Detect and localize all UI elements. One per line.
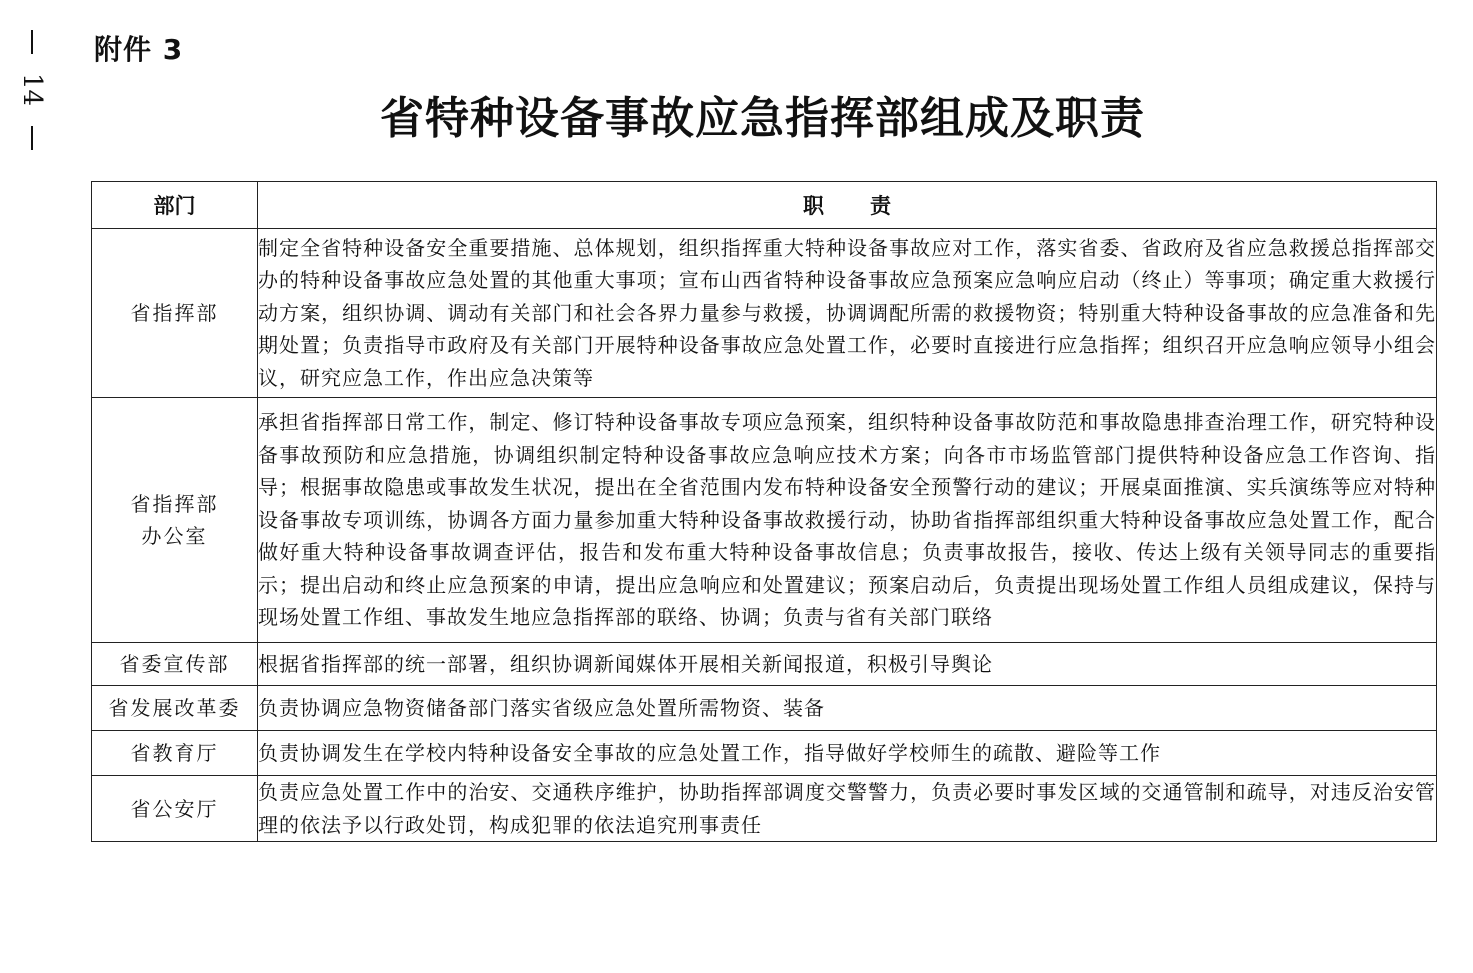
document-title: 省特种设备事故应急指挥部组成及职责 [380,93,1145,144]
header-duty [258,182,1437,229]
duty-table [91,181,1437,842]
table-header-row [92,182,1437,229]
duty-cell: 根据省指挥部的统一部署，组织协调新闻媒体开展相关新闻报道，积极引导舆论 [258,643,1437,686]
table-row [92,643,1437,686]
table-row [92,398,1437,643]
department-name-line-2: 办公室 [141,524,208,548]
department-name: 省教育厅 [130,741,219,765]
department-cell [92,686,258,731]
duty-cell: 负责协调应急物资储备部门落实省级应急处置所需物资、装备 [258,686,1437,731]
table-row [92,776,1437,842]
department-cell [92,229,258,398]
table-row [92,731,1437,776]
department-name: 省指挥部 [130,301,219,325]
department-name: 省发展改革委 [108,696,241,720]
page-number-value: 14 [17,73,47,107]
page-number-dash-top [31,30,33,54]
department-cell [92,643,258,686]
department-name-line-1: 省指挥部 [130,492,219,516]
duty-cell: 制定全省特种设备安全重要措施、总体规划，组织指挥重大特种设备事故应对工作，落实省委、省政府及省应急救援总指挥部交办的特种设备事故应急处置的其他重大事项；宣布山西省特种设备事故应急预案应急响应启动（终止）等事项；确定重大救援行动方案，组织协调、调动有关部门和社会各界力量参与救援，协调调配所需的救援物资；特别重大特种设备事故的应急准备和先期处置；负责指导市政府及有关部门开展特种设备事故应急处置工作，必要时直接进行应急指挥；组织召开应急响应领导小组会议，研究应急工作，作出应急决策等 [258,229,1437,398]
header-duty-label: 职责 [803,194,937,218]
attachment-label: 附件 3 [94,33,184,66]
duty-cell: 承担省指挥部日常工作，制定、修订特种设备事故专项应急预案，组织特种设备事故防范和事故隐患排查治理工作，研究特种设备事故预防和应急措施，协调组织制定特种设备事故应急响应技术方案；向各市市场监管部门提供特种设备应急工作咨询、指导；根据事故隐患或事故发生状况，提出在全省范围内发布特种设备安全预警行动的建议；开展桌面推演、实兵演练等应对特种设备事故专项训练，协调各方面力量参加重大特种设备事故救援行动，协助省指挥部组织重大特种设备事故应急处置工作，配合做好重大特种设备事故调查评估，报告和发布重大特种设备事故信息；负责事故报告，接收、传达上级有关领导同志的重要指示；提出启动和终止应急预案的申请，提出应急响应和处置建议；预案启动后，负责提出现场处置工作组人员组成建议，保持与现场处置工作组、事故发生地应急指挥部的联络、协调；负责与省有关部门联络 [258,398,1437,643]
department-cell [92,731,258,776]
table-row [92,686,1437,731]
header-department: 部门 [92,182,258,229]
department-cell [92,776,258,842]
department-name: 省公安厅 [130,796,219,821]
duty-cell: 负责协调发生在学校内特种设备安全事故的应急处置工作，指导做好学校师生的疏散、避险等工作 [258,731,1437,776]
table-row [92,229,1437,398]
department-name: 省委宣传部 [119,652,230,676]
department-cell [92,398,258,643]
duty-cell: 负责应急处置工作中的治安、交通秩序维护，协助指挥部调度交警警力，负责必要时事发区域的交通管制和疏导，对违反治安管理的依法予以行政处罚，构成犯罪的依法追究刑事责任 [258,776,1437,842]
